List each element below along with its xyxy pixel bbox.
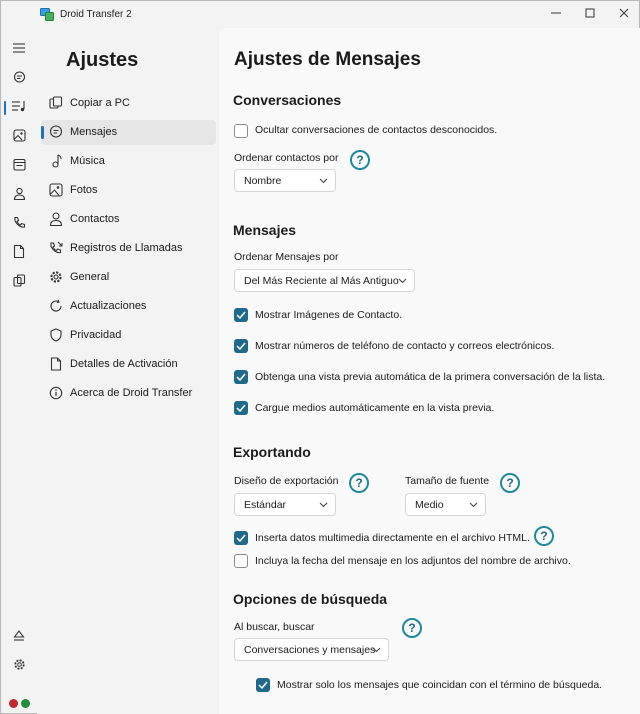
rail-photos[interactable]: [11, 127, 27, 143]
rail-upload[interactable]: [11, 627, 27, 643]
sidebar-item-label: Fotos: [70, 184, 98, 196]
auto-preview-label: Obtenga una vista previa automática de la primera conversación de la lista.: [255, 371, 606, 383]
only-matching-checkbox[interactable]: [256, 678, 270, 692]
help-icon[interactable]: ?: [350, 150, 370, 170]
show-phone-email-label: Mostrar números de teléfono de contacto y correos electrónicos.: [255, 340, 555, 352]
sidebar-item-registros-de-llamadas[interactable]: [41, 236, 216, 261]
sidebar-item-label: Música: [70, 155, 105, 167]
sidebar-item-label: Mensajes: [70, 126, 118, 138]
maximize-button[interactable]: [573, 1, 607, 25]
calls-icon: [13, 216, 26, 229]
rail-active-indicator: [4, 101, 6, 115]
font-size-label: Tamaño de fuente: [405, 475, 490, 487]
calendar-icon: [13, 158, 26, 171]
chevron-down-icon: [398, 278, 407, 284]
checkmark-icon: [236, 342, 246, 350]
export-design-label: Diseño de exportación: [234, 475, 339, 487]
help-icon[interactable]: ?: [349, 473, 369, 493]
rail-calls[interactable]: [11, 214, 27, 230]
font-size-value: Medio: [415, 499, 444, 511]
sort-messages-label: Ordenar Mensajes por: [234, 251, 339, 263]
sort-messages-value: Del Más Reciente al Más Antiguo: [244, 275, 399, 287]
updates-icon: [49, 299, 63, 313]
rail-copy[interactable]: [11, 272, 27, 288]
auto-load-media-checkbox[interactable]: [234, 401, 248, 415]
auto-preview-checkbox[interactable]: [234, 370, 248, 384]
section-heading-conversaciones: Conversaciones: [233, 92, 342, 108]
checkmark-icon: [236, 373, 246, 381]
sidebar-item-fotos[interactable]: [41, 178, 216, 203]
auto-load-media-label: Cargue medios automáticamente en la vista previa.: [255, 402, 495, 414]
checkmark-icon: [236, 311, 246, 319]
upload-icon: [13, 629, 25, 641]
rail-contacts[interactable]: [11, 185, 27, 201]
minimize-button[interactable]: [539, 1, 573, 25]
copy-icon: [13, 274, 26, 287]
maximize-icon: [585, 8, 595, 18]
sidebar-item-actualizaciones[interactable]: [41, 294, 216, 319]
rail-calendar[interactable]: [11, 156, 27, 172]
embed-media-checkbox[interactable]: [234, 531, 248, 545]
section-heading-mensajes: Mensajes: [233, 222, 297, 238]
menu-button[interactable]: [11, 40, 27, 56]
rail-settings[interactable]: [11, 656, 27, 672]
nav-rail: [1, 28, 37, 714]
chevron-down-icon: [319, 502, 328, 508]
sidebar-item-privacidad[interactable]: [41, 323, 216, 348]
sidebar-item-contactos[interactable]: [41, 207, 216, 232]
sort-contacts-value: Nombre: [244, 175, 282, 187]
sidebar-item-acerca-de[interactable]: [41, 381, 216, 406]
help-icon[interactable]: ?: [534, 526, 554, 546]
photos-icon: [13, 129, 26, 142]
messages-icon: [13, 71, 26, 84]
only-matching-label: Mostrar solo los mensajes que coincidan con el término de búsqueda.: [277, 679, 603, 691]
sidebar-title: Ajustes: [66, 49, 139, 71]
minimize-icon: [551, 8, 561, 18]
search-scope-dropdown[interactable]: [234, 638, 389, 661]
chevron-down-icon: [469, 502, 478, 508]
help-icon[interactable]: ?: [500, 473, 520, 493]
rail-documents[interactable]: [11, 243, 27, 259]
contacts-icon: [49, 212, 63, 226]
settings-sidebar: [37, 28, 219, 714]
sidebar-item-label: Contactos: [70, 213, 120, 225]
include-date-label: Incluya la fecha del mensaje en los adjuntos del nombre de archivo.: [255, 555, 571, 567]
window-title: Droid Transfer 2: [60, 9, 132, 20]
page-title: Ajustes de Mensajes: [234, 49, 421, 70]
contacts-icon: [13, 187, 26, 200]
font-size-dropdown[interactable]: [405, 493, 486, 516]
chevron-down-icon: [319, 178, 328, 184]
call-log-icon: [49, 241, 63, 255]
section-heading-exportando: Exportando: [233, 444, 311, 460]
sidebar-item-musica[interactable]: [41, 149, 216, 174]
sidebar-item-detalles-de-activacion[interactable]: [41, 352, 216, 377]
menu-icon: [13, 43, 25, 53]
sidebar-item-label: General: [70, 271, 110, 283]
rail-music[interactable]: [11, 98, 27, 114]
photos-icon: [49, 183, 63, 197]
music-icon: [49, 154, 63, 168]
hide-unknown-checkbox[interactable]: [234, 124, 248, 138]
sidebar-item-label: Acerca de Droid Transfer: [70, 387, 193, 399]
checkmark-icon: [258, 681, 268, 689]
document-icon: [49, 357, 63, 371]
export-design-dropdown[interactable]: [234, 493, 336, 516]
sidebar-item-label: Actualizaciones: [70, 300, 147, 312]
title-bar: [1, 1, 639, 28]
help-icon[interactable]: ?: [402, 618, 422, 638]
hide-unknown-label: Ocultar conversaciones de contactos desconocidos.: [255, 124, 498, 136]
sidebar-item-copiar-a-pc[interactable]: [41, 91, 216, 116]
export-design-value: Estándar: [244, 499, 287, 511]
music-list-icon: [12, 100, 26, 112]
close-icon: [619, 8, 629, 18]
sidebar-item-mensajes[interactable]: [41, 120, 216, 145]
sidebar-item-label: Registros de Llamadas: [70, 242, 183, 254]
sidebar-item-label: Detalles de Activación: [70, 358, 178, 370]
checkmark-icon: [236, 534, 246, 542]
include-date-checkbox[interactable]: [234, 554, 248, 568]
shield-icon: [49, 328, 63, 342]
sidebar-item-general[interactable]: [41, 265, 216, 290]
checkmark-icon: [236, 404, 246, 412]
status-dot-green: [21, 699, 30, 708]
rail-messages[interactable]: [11, 69, 27, 85]
settings-icon: [13, 658, 26, 671]
show-contact-images-label: Mostrar Imágenes de Contacto.: [255, 309, 403, 321]
sidebar-item-label: Copiar a PC: [70, 97, 130, 109]
gear-icon: [49, 270, 63, 284]
settings-content: [219, 28, 640, 714]
sidebar-item-label: Privacidad: [70, 329, 122, 341]
app-logo-icon: [40, 8, 54, 21]
show-phone-email-checkbox[interactable]: [234, 339, 248, 353]
status-dot-red: [9, 699, 18, 708]
close-button[interactable]: [607, 1, 640, 25]
embed-media-label: Inserta datos multimedia directamente en el archivo HTML.: [255, 532, 530, 544]
chevron-down-icon: [372, 647, 381, 653]
copy-pc-icon: [49, 96, 63, 110]
sort-contacts-dropdown[interactable]: [234, 169, 336, 192]
search-scope-value: Conversaciones y mensajes: [244, 644, 376, 656]
info-icon: [49, 386, 63, 400]
show-contact-images-checkbox[interactable]: [234, 308, 248, 322]
sort-messages-dropdown[interactable]: [234, 269, 415, 292]
messages-icon: [49, 125, 63, 139]
section-heading-busqueda: Opciones de búsqueda: [233, 591, 388, 607]
document-icon: [13, 245, 25, 258]
sort-contacts-label: Ordenar contactos por: [234, 152, 339, 164]
search-scope-label: Al buscar, buscar: [234, 621, 315, 633]
